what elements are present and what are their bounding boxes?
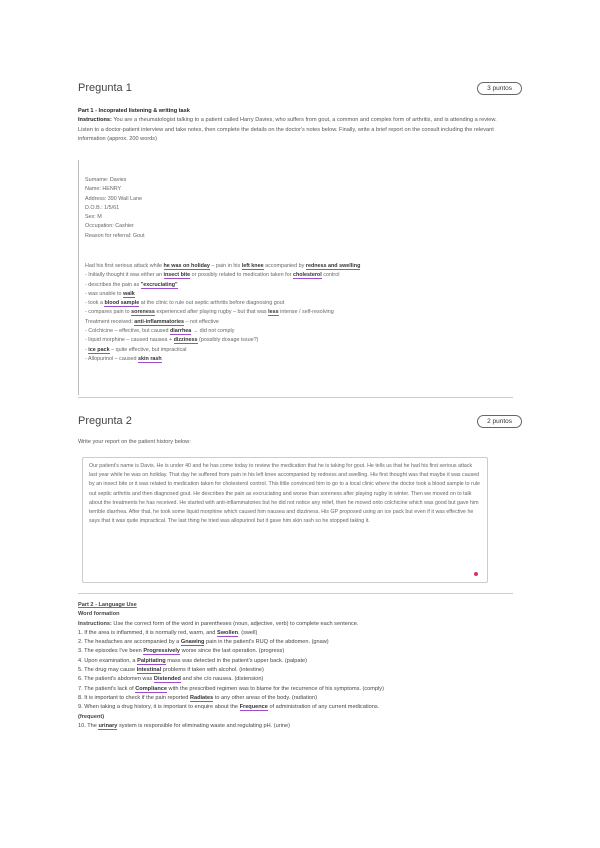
answer-field[interactable]: cholesterol [292,272,322,279]
question-title: Pregunta 1 [78,82,132,94]
part-2-title: Part 2 - Language Use [78,602,137,608]
answer-field[interactable]: left knee [241,263,264,269]
question-title: Pregunta 2 [78,415,132,427]
note-text: - took a [85,300,105,307]
demographic-line: Address: 390 Wall Lane [85,195,143,202]
answer-field[interactable]: ice pack [88,346,110,353]
note-text: control [321,272,340,279]
answer-field[interactable]: Progressively [143,648,181,655]
answer-field[interactable]: dizziness [173,337,198,344]
answer-field[interactable]: insect bite [163,272,191,279]
note-line [85,327,505,336]
item-text: problems if taken with alcohol. (intestine) [161,667,264,674]
word-formation-item [78,685,518,694]
instructions-text: Use the correct form of the word in parentheses (noun, adjective, verb) to complete each sentence. [111,620,359,627]
note-text: experienced after playing rugby – but that was [154,309,269,316]
question-2-header [78,415,522,435]
note-line [85,336,505,345]
word-formation-item [78,647,518,656]
part-2-subtitle: Word formation [78,611,120,618]
note-text: or possibly related to medication taken for [190,272,293,279]
note-text: - [85,346,89,353]
item-text: mass was detected in the patient's upper back. (palpate) [165,657,307,664]
part-title: Part 1 - Incoprated listening & writing task [78,108,190,114]
item-text: with the prescribed regimen was to blame for the recurrence of his symptoms. (comply) [166,685,384,692]
answer-field[interactable]: soreness [131,309,155,316]
part-2 [78,601,518,731]
answer-field[interactable]: less [268,309,279,316]
word-formation-item [78,703,518,712]
note-text: intense / self-resolving [278,309,334,316]
item-text: and she c/o nausea. (distension) [180,676,264,683]
item-text: 7. The patient's lack of [78,685,136,692]
item-text: 10. The [78,722,99,729]
answer-field[interactable]: Compliance [135,685,167,692]
item-text: 4. Upon examination, a [78,657,138,664]
demographic-line: Reason for referral: Gout [85,232,145,239]
answer-field[interactable]: Palpitating [137,657,166,664]
answer-field[interactable]: urinary [98,722,118,729]
answer-field[interactable]: Swollen [216,629,239,636]
item-text: . (swell) [238,629,258,636]
item-text: system is responsible for eliminating waste and regulating pH. (urine) [117,722,290,729]
item-text: 2. The headaches are accompanied by a [78,639,181,646]
word-formation-item [78,666,518,675]
answer-field[interactable]: Frequence [239,704,268,711]
note-list [85,262,505,364]
item-text: pain in the patient's RUQ of the abdomen. (gnaw) [204,639,329,646]
note-text: – quite effective, but impractical [109,346,187,353]
report-textarea[interactable] [82,457,488,583]
note-text: Treatment received: [85,318,135,325]
divider [78,593,513,594]
item-text: 5. The drug may cause [78,667,137,674]
item-text: 6. The patient's abdomen was [78,676,154,683]
answer-field[interactable]: anti-inflammatories [134,318,184,325]
item-text: 9. When taking a drug history, it is important to enquire about the [78,704,240,711]
item-text: 8. It is important to check if the pain reported [78,694,190,701]
item-text: 3. The episodes I've been [78,648,144,655]
note-text: - compares pain to [85,309,132,316]
note-line [85,281,505,290]
note-text: - Colchicine – effective, but caused [85,328,170,335]
answer-field[interactable]: walk [123,290,135,297]
word-formation-list [78,629,518,731]
note-text: - Initially thought it was either an [85,272,164,279]
note-text: (possibly dosage issue?) [197,337,259,344]
item-text: to any other areas of the body. (radiation) [213,694,318,701]
answer-field[interactable]: Gnawing [180,639,205,646]
word-formation-item [78,694,518,703]
instructions-label: Instructions: [78,620,112,627]
note-line [85,308,505,317]
note-text: at the clinic to rule out septic arthritis before diagnosing gout [139,300,285,307]
item-text: 1. If the area is inflammed, it is normally red, warm, and [78,629,217,636]
demographic-line: D.O.B.: 1/5/61 [85,204,120,211]
note-text: – not effective [183,318,219,325]
note-line [85,346,505,355]
answer-field[interactable]: Intestinal [136,667,162,674]
doctor-notes [78,160,509,395]
note-text: - Allopurinol – caused [85,355,139,362]
demographic-line: Sex: M [85,214,102,221]
note-line [85,355,505,364]
demographics [85,176,505,241]
item-text: of administration of any current medications. [267,704,380,711]
note-text: accompanied by [263,263,306,269]
answer-field[interactable]: Distended [153,676,181,683]
points-badge: 3 puntos [477,82,522,95]
word-formation-item [78,713,518,722]
word-formation-item [78,638,518,647]
demographic-line: Surname: Davies [85,177,127,183]
word-formation-item [78,657,518,666]
note-line [85,299,505,308]
answer-field[interactable]: "excruciating" [140,281,178,288]
report-prompt: Write your report on the patient history below: [78,439,191,445]
note-text: - was unable to [85,290,124,297]
note-text: Had his first serious attack while [85,263,164,269]
points-badge: 2 puntos [477,415,522,428]
report-text: Our patient's name is Davis. He is under 40 and he has come today to review the medication that he is taking for gout. He tells us that he had his first serious attack last year while he was on holiday. That day he suffered from pain in his left knee accompanied by redness and swelling. His first thought was that maybe it was caused by an insect bite or it was related to medication taken for cholesterol control. This little convinced him to go to a local clinic where the doctor took a blood sample to rule out septic arthritis and then diagnosed gout. He describes the pain as excruciating and worse than soreness after playing rugby in winter. Then we moved on to talk about the treatments he has received. He started with anti-inflammatories but he did not notice any relief, then he moved onto colchicine which was good but gave him terrible diarrhea. After that, he took some liquid morphine which caused him nausea and dizziness. His GP proposed using an ice pack but even if it was effective he says that it was quite impractical. The last thing he tried was allopurinol but it gave him skin rash so he stopped taking it. [89,463,480,525]
note-line [85,271,505,280]
note-line [85,318,505,327]
demographic-line: Occupation: Cashier [85,223,134,230]
word-formation-item [78,629,518,638]
grammar-marker-icon [474,572,478,576]
note-text: - liquid morphine – caused nausea + [85,337,174,344]
answer-field[interactable]: he was on holiday [163,263,210,269]
note-line [85,262,505,271]
answer-field[interactable]: Radiates [189,694,214,701]
item-text: (frequent) [78,713,105,720]
answer-field[interactable]: skin rash [138,355,162,362]
question-1-header [78,82,522,102]
note-text: - describes the pain as [85,281,141,288]
divider [78,397,513,398]
instructions-label: Instructions: [78,117,112,124]
word-formation-item [78,675,518,684]
note-text: → did not comply [191,328,235,335]
instructions-text: You are a rheumatologist talking to a patient called Harry Davies, who suffers from gout, a common and complex form of arthritis, and is attending a review. Listen to a doctor-patient interview and take notes, then complete the details on the doctor's notes below. Finally, write a brief report on the consult including the relevant information (approx. 200 words) [78,117,497,142]
answer-field[interactable]: diarrhea [170,328,192,335]
demographic-line: Name: HENRY [85,186,122,193]
answer-field[interactable]: blood sample [104,300,140,307]
answer-field[interactable]: redness and swelling [305,263,361,269]
note-line [85,290,505,299]
note-text: – pain in his [209,263,242,269]
part-1-instructions [78,107,508,144]
item-text: worse since the last operation. (progress) [180,648,285,655]
word-formation-item [78,722,518,731]
